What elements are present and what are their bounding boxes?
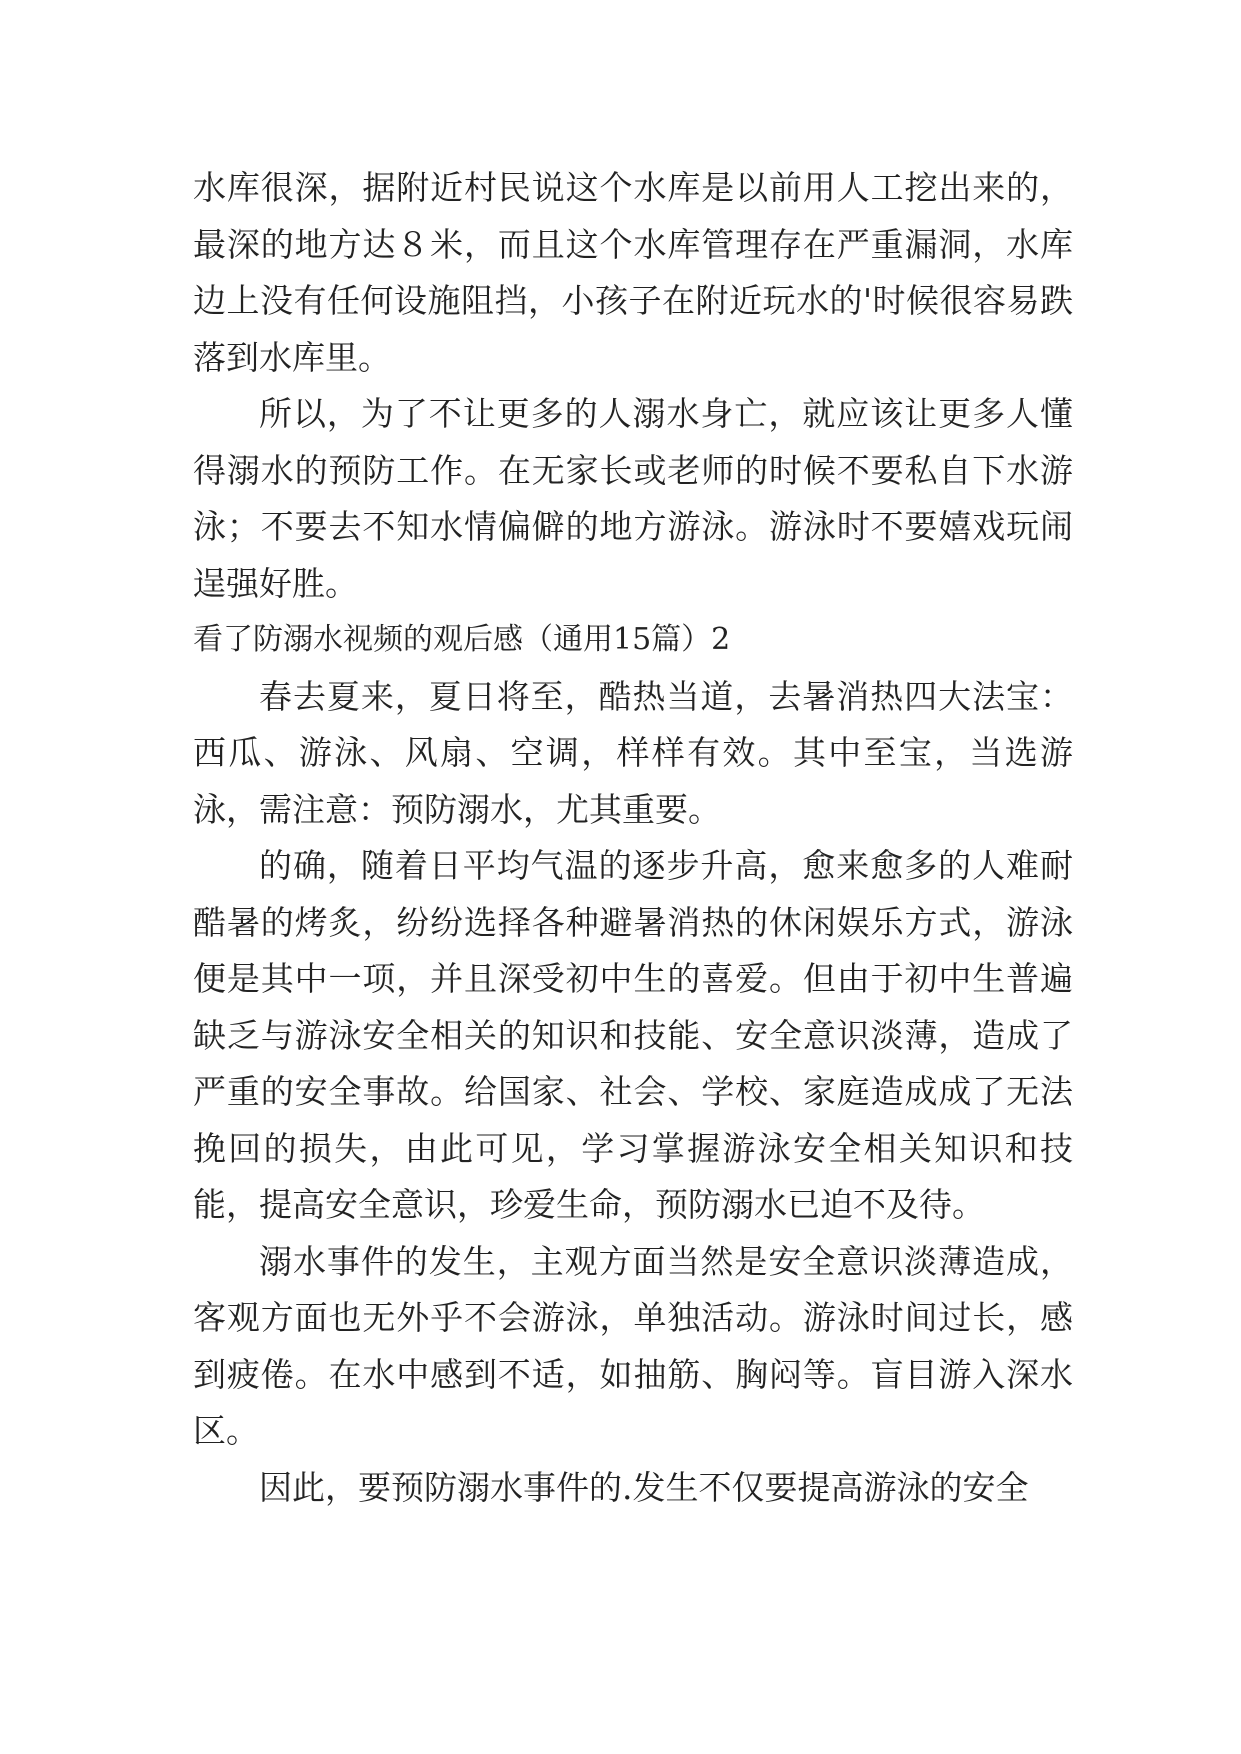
document-body — [193, 160, 1073, 1516]
paragraph-prevention-advice: 所以，为了不让更多的人溺水身亡，就应该让更多人懂得溺水的预防工作。在无家长或老师的时候不要私自下水游泳；不要去不知水情偏僻的地方游泳。游泳时不要嬉戏玩闹逞强好胜。 — [193, 394, 1073, 603]
paragraph-reservoir: 水库很深，据附近村民说这个水库是以前用人工挖出来的，最深的地方达８米，而且这个水库管理存在严重漏洞，水库边上没有任何设施阻挡，小孩子在附近玩水的'时候很容易跌落到水库里。 — [193, 168, 1073, 377]
paragraph-temperature-rise: 的确，随着日平均气温的逐步升高，愈来愈多的人难耐酷暑的烤炙，纷纷选择各种避暑消热的休闲娱乐方式，游泳便是其中一项，并且深受初中生的喜爱。但由于初中生普遍缺乏与游泳安全相关的知识和技能、安全意识淡薄，造成了严重的安全事故。给国家、社会、学校、家庭造成成了无法挽回的损失，由此可见，学习掌握游泳安全相关知识和技能，提高安全意识，珍爱生命，预防溺水已迫不及待。 — [193, 846, 1073, 1224]
section-heading: 看了防溺水视频的观后感（通用15篇）2 — [193, 622, 731, 657]
paragraph-summer-intro: 春去夏来，夏日将至，酷热当道，去暑消热四大法宝：西瓜、游泳、风扇、空调，样样有效。其中至宝，当选游泳，需注意：预防溺水，尤其重要。 — [193, 676, 1073, 829]
paragraph-drowning-causes: 溺水事件的发生，主观方面当然是安全意识淡薄造成，客观方面也无外乎不会游泳，单独活动。游泳时间过长，感到疲倦。在水中感到不适，如抽筋、胸闷等。盲目游入深水区。 — [193, 1241, 1073, 1450]
paragraph-conclusion: 因此，要预防溺水事件的.发生不仅要提高游泳的安全 — [259, 1467, 1029, 1507]
